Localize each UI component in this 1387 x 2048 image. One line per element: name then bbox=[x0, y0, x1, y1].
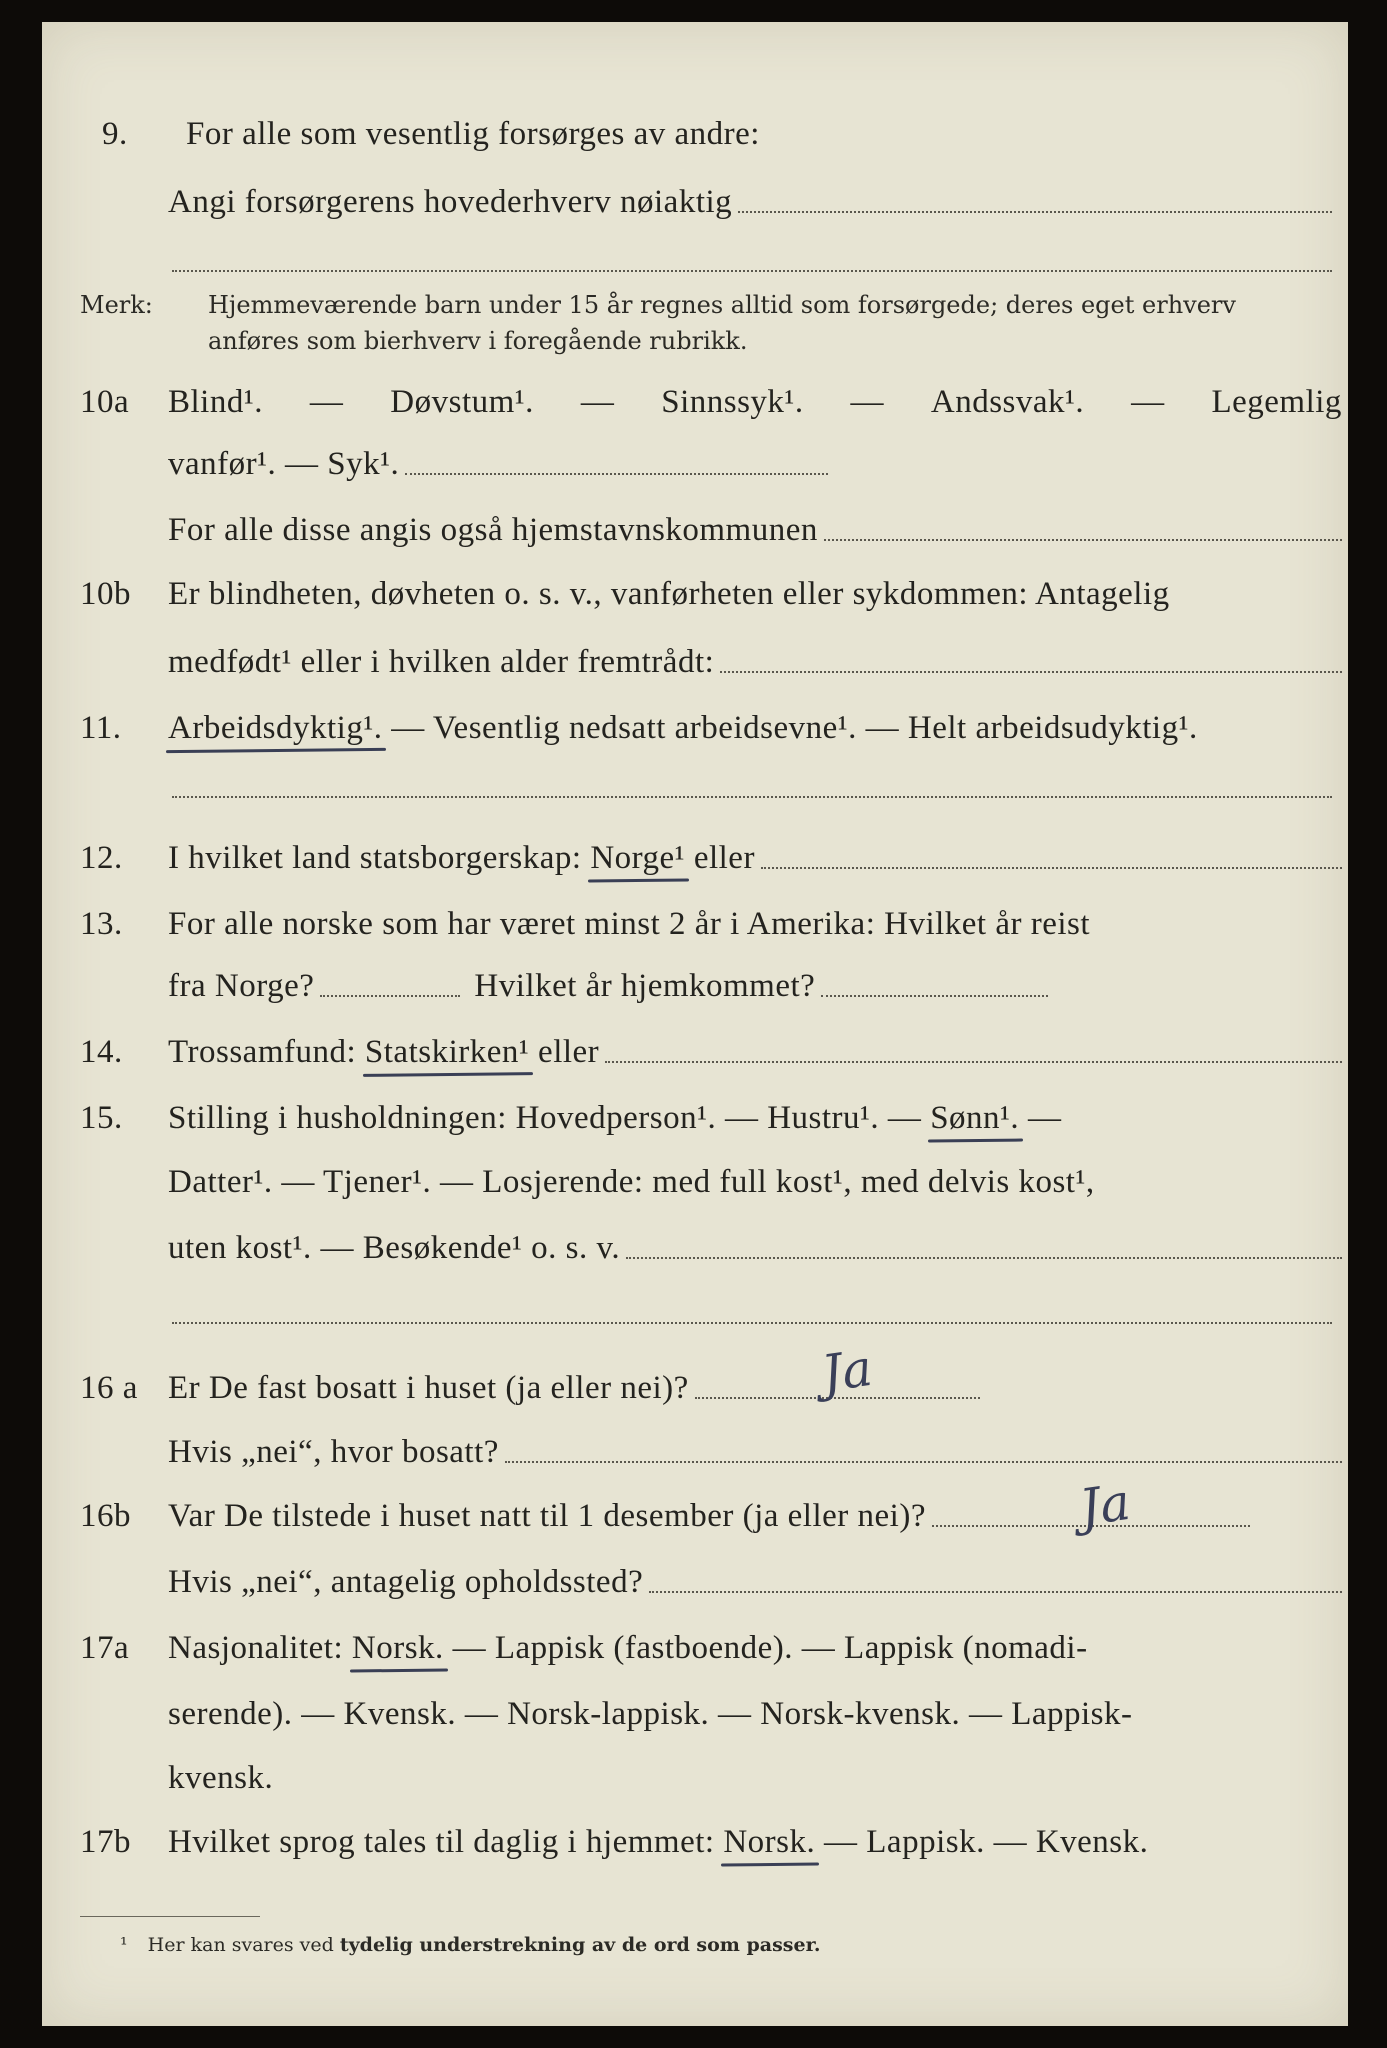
census-form-page bbox=[42, 22, 1348, 2026]
q10a-option-legemlig[interactable]: Legemlig bbox=[1211, 384, 1342, 420]
q12-text bbox=[168, 838, 755, 878]
q10a-dash-3: — bbox=[850, 384, 884, 420]
q12-answer-field[interactable] bbox=[761, 867, 1342, 869]
q10a-option-andssvak[interactable]: Andssvak¹. bbox=[930, 384, 1085, 420]
q15-dash: — bbox=[1019, 1100, 1062, 1136]
q14-option-statskirken[interactable]: Statskirken¹ bbox=[364, 1034, 530, 1070]
q17a-line2 bbox=[168, 1694, 1342, 1734]
q17a-number: 17a bbox=[80, 1630, 130, 1666]
q17a-options-a[interactable]: — Lappisk (fastboende). — Lappisk (nomadi- bbox=[443, 1630, 1088, 1666]
q17a-label: Nasjonalitet: bbox=[168, 1630, 352, 1666]
q16b-number: 16b bbox=[80, 1498, 131, 1534]
q10a-dash-4: — bbox=[1131, 384, 1165, 420]
q12-option-norge[interactable]: Norge¹ bbox=[590, 840, 686, 876]
q14-text bbox=[168, 1032, 599, 1072]
q9-line2 bbox=[168, 182, 1332, 222]
q13-reist-question: fra Norge? bbox=[168, 968, 315, 1004]
q13-hjemkommet-question: Hvilket år hjemkommet? bbox=[474, 968, 816, 1004]
q12-question: I hvilket land statsborgerskap: bbox=[168, 840, 591, 876]
footnote-text: Her kan svares ved bbox=[147, 1934, 340, 1956]
q16a-question: Er De fast bosatt i huset (ja eller nei)? bbox=[168, 1370, 689, 1406]
footnote bbox=[120, 1934, 820, 1956]
q17b-question: Hvilket sprog tales til daglig i hjemmet: bbox=[168, 1824, 724, 1860]
q9-answer-field[interactable] bbox=[738, 211, 1332, 213]
q15-number: 15. bbox=[80, 1100, 123, 1136]
q15-answer-field[interactable] bbox=[626, 1257, 1342, 1259]
q17a-options-c[interactable]: kvensk. bbox=[168, 1760, 274, 1796]
q17b-text bbox=[168, 1822, 1148, 1862]
q15-line3 bbox=[168, 1228, 1342, 1268]
merk-label: Merk: bbox=[80, 291, 153, 319]
q15-options-a[interactable]: Stilling i husholdningen: Hovedperson¹. — Hustru¹. — bbox=[168, 1100, 931, 1136]
q10b-text: Er blindheten, døvheten o. s. v., vanførheten eller sykdommen: Antagelig bbox=[168, 576, 1170, 612]
q17b-option-norsk[interactable]: Norsk. bbox=[723, 1824, 816, 1860]
q10a-option-blind[interactable]: Blind¹. bbox=[168, 384, 263, 420]
q12-number: 12. bbox=[80, 840, 123, 876]
footnote-mark: ¹ bbox=[120, 1934, 128, 1956]
q9-question: Angi forsørgerens hovederhverv nøiaktig bbox=[168, 184, 733, 220]
q10b-question: medfødt¹ eller i hvilken alder fremtrådt: bbox=[168, 644, 715, 680]
q11-options bbox=[168, 708, 1198, 748]
q16a-bosatt-question: Hvis „nei“, hvor bosatt? bbox=[168, 1434, 499, 1470]
q17a-options-b[interactable]: serende). — Kvensk. — Norsk-lappisk. — Norsk-kvensk. — Lappisk- bbox=[168, 1696, 1133, 1732]
q9-line1 bbox=[102, 114, 1342, 154]
q17a-text-line1 bbox=[168, 1628, 1088, 1668]
q10b-number: 10b bbox=[80, 576, 131, 612]
q14-line bbox=[80, 1032, 1342, 1072]
q9-text: For alle som vesentlig forsørges av andre: bbox=[186, 116, 760, 152]
q10a-option-dovstum[interactable]: Døvstum¹. bbox=[390, 384, 534, 420]
q16b-handwritten-answer: Ja bbox=[1076, 1472, 1134, 1538]
q12-line bbox=[80, 838, 1342, 878]
q10a-option-sinnssyk[interactable]: Sinnssyk¹. bbox=[661, 384, 804, 420]
q16b-question: Var De tilstede i huset natt til 1 desember (ja eller nei)? bbox=[168, 1498, 926, 1534]
q10a-number: 10a bbox=[80, 384, 130, 420]
q10a-hjemstavn-field[interactable] bbox=[824, 539, 1342, 541]
q13-text: For alle norske som har været minst 2 år i Amerika: Hvilket år reist bbox=[168, 906, 1091, 942]
q15-extra-answer-field[interactable] bbox=[172, 1322, 1332, 1324]
q10a-line1 bbox=[80, 382, 1342, 422]
merk-text-line2: anføres som bierhverv i foregående rubrikk. bbox=[208, 327, 748, 355]
q15-option-sonn[interactable]: Sønn¹. bbox=[930, 1100, 1020, 1136]
q10a-vanfor-syk: vanfør¹. — Syk¹. bbox=[168, 446, 400, 482]
q17b-number: 17b bbox=[80, 1824, 131, 1860]
q16b-opholdssted-field[interactable] bbox=[649, 1591, 1342, 1593]
q17b-line bbox=[80, 1822, 1342, 1862]
q11-option-arbeidsdyktig[interactable]: Arbeidsdyktig¹. bbox=[168, 710, 383, 746]
q11-line bbox=[80, 708, 1342, 748]
q10b-line2 bbox=[168, 642, 1342, 682]
q17a-option-norsk[interactable]: Norsk. bbox=[351, 1630, 444, 1666]
q16b-opholdssted-question: Hvis „nei“, antagelig opholdssted? bbox=[168, 1564, 644, 1600]
q10a-options bbox=[168, 382, 1342, 422]
q17b-other-options[interactable]: — Lappisk. — Kvensk. bbox=[815, 1824, 1149, 1860]
q16a-bosatt-field[interactable] bbox=[505, 1461, 1342, 1463]
q15-options-b[interactable]: Datter¹. — Tjener¹. — Losjerende: med full kost¹, med delvis kost¹, bbox=[168, 1164, 1095, 1200]
q13-reist-field[interactable] bbox=[320, 995, 460, 997]
q13-number: 13. bbox=[80, 906, 123, 942]
merk-text-line1: Hjemmeværende barn under 15 år regnes alltid som forsørgede; deres eget erhverv bbox=[208, 291, 1236, 319]
q10a-dash-2: — bbox=[580, 384, 615, 420]
q9-number: 9. bbox=[102, 116, 128, 152]
q10b-line1 bbox=[80, 574, 1342, 614]
footnote-rule bbox=[80, 1916, 260, 1917]
q11-other-options[interactable]: — Vesentlig nedsatt arbeidsevne¹. — Helt arbeidsudyktig¹. bbox=[382, 710, 1198, 746]
q13-line1 bbox=[80, 904, 1342, 944]
q14-number: 14. bbox=[80, 1034, 123, 1070]
q10b-answer-field[interactable] bbox=[720, 671, 1342, 673]
q13-line2 bbox=[168, 966, 1048, 1006]
q16a-number: 16 a bbox=[80, 1370, 138, 1406]
q13-hjemkommet-field[interactable] bbox=[821, 995, 1048, 997]
q17a-line1 bbox=[80, 1628, 1342, 1668]
q9-extra-answer-field[interactable] bbox=[172, 270, 1332, 272]
q10a-dash-1: — bbox=[309, 384, 344, 420]
q14-question: Trossamfund: bbox=[168, 1034, 365, 1070]
q10a-hjemstavn-text: For alle disse angis også hjemstavnskommunen bbox=[168, 512, 818, 548]
q16b-line2 bbox=[168, 1562, 1342, 1602]
q16a-handwritten-answer: Ja bbox=[818, 1338, 876, 1404]
q14-answer-field[interactable] bbox=[605, 1061, 1342, 1063]
q15-text-line1 bbox=[168, 1098, 1061, 1138]
q10a-answer-field[interactable] bbox=[405, 473, 828, 475]
q15-line1 bbox=[80, 1098, 1342, 1138]
q15-options-c[interactable]: uten kost¹. — Besøkende¹ o. s. v. bbox=[168, 1230, 621, 1266]
q14-eller: eller bbox=[529, 1034, 600, 1070]
q17a-line3 bbox=[168, 1758, 768, 1798]
q16b-line1 bbox=[80, 1496, 1250, 1536]
footnote-bold-text: tydelig understrekning av de ord som passer. bbox=[339, 1934, 821, 1956]
q11-answer-field[interactable] bbox=[172, 796, 1332, 798]
q15-line2 bbox=[168, 1162, 1342, 1202]
q10a-line2 bbox=[168, 444, 828, 484]
q12-eller: eller bbox=[685, 840, 755, 876]
q10a-line3 bbox=[168, 510, 1342, 550]
q11-number: 11. bbox=[80, 710, 122, 746]
q16a-line2 bbox=[168, 1432, 1342, 1472]
